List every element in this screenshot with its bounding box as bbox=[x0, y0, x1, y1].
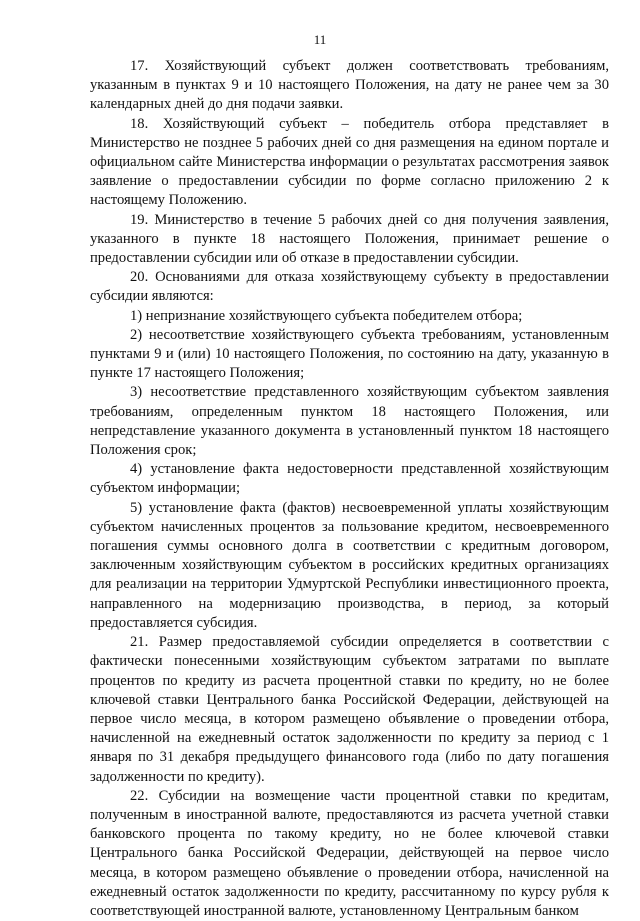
list-item-4: 4) установление факта недостоверности представленной хозяйствующим субъектом информации; bbox=[90, 461, 609, 497]
paragraph-18: 18. Хозяйствующий субъект – победитель отбора представляет в Министерство не позднее 5 рабочих дней со дня размещения на едином портале и официальном сайте Министерства информации о результатах рассмотрения заявок заявление о предоставлении субсидии по форме согласно приложению 2 к настоящему Положению. bbox=[90, 115, 609, 209]
list-item-3: 3) несоответствие представленного хозяйствующим субъектом заявления требованиям, определенным пунктом 18 настоящего Положения, или непредставление указанного документа в установленный пунктом 18 настоящего Положения срок; bbox=[90, 384, 609, 459]
paragraph-20: 20. Основаниями для отказа хозяйствующему субъекту в предоставлении субсидии являются: bbox=[90, 269, 609, 305]
paragraph-19: 19. Министерство в течение 5 рабочих дней со дня получения заявления, указанного в пункте 18 настоящего Положения, принимает решение о предоставлении субсидии или об отказе в предоставлении субсидии. bbox=[90, 211, 609, 267]
paragraph-21: 21. Размер предоставляемой субсидии определяется в соответствии с фактически понесенными хозяйствующим субъектом затратами по выплате процентов по кредиту из расчета процентной ставки по кредиту, но не более ключевой ставки Центрального банка Российской Федерации, действующей на первое число месяца, в котором размещено объявление о проведении отбора, начисленной на ежедневный остаток задолженности по кредиту за период с 1 января по 31 декабря предыдущего финансового года (либо по дату погашения задолженности по кредиту). bbox=[90, 634, 609, 785]
list-item-2: 2) несоответствие хозяйствующего субъекта требованиям, установленным пунктами 9 и (или) 10 настоящего Положения, по состоянию на дату, указанную в пункте 17 настоящего Положения; bbox=[90, 326, 609, 382]
page-number: 11 bbox=[313, 32, 327, 47]
list-item-5: 5) установление факта (фактов) несвоевременной уплаты хозяйствующим субъектом начисленных процентов за пользование кредитом, несвоевременного погашения суммы основного долга в соответствии с кредитным договором, заключенным хозяйствующим субъектом в российских кредитных организациях для реализации на территории Удмуртской Республики инвестиционного проекта, направленного на модернизацию производства, в период, за который предоставляется субсидия. bbox=[90, 499, 609, 631]
paragraph-22: 22. Субсидии на возмещение части процентной ставки по кредитам, полученным в иностранной валюте, предоставляются из расчета учетной ставки банковского процента по такому кредиту, но не более ключевой ставки Центрального банка Российской Федерации, действующей на первое число месяца, в котором размещено объявление о проведении отбора, начисленной на ежедневный остаток задолженности по кредиту, рассчитанному по курсу рубля к соответствующей иностранной валюте, установленному Центральным банком bbox=[90, 787, 609, 919]
paragraph-17: 17. Хозяйствующий субъект должен соответствовать требованиям, указанным в пунктах 9 и 10 настоящего Положения, на дату не ранее чем за 30 календарных дней до дня подачи заявки. bbox=[90, 58, 609, 113]
document-body bbox=[90, 57, 609, 921]
list-item-1: 1) непризнание хозяйствующего субъекта победителем отбора; bbox=[130, 307, 523, 324]
